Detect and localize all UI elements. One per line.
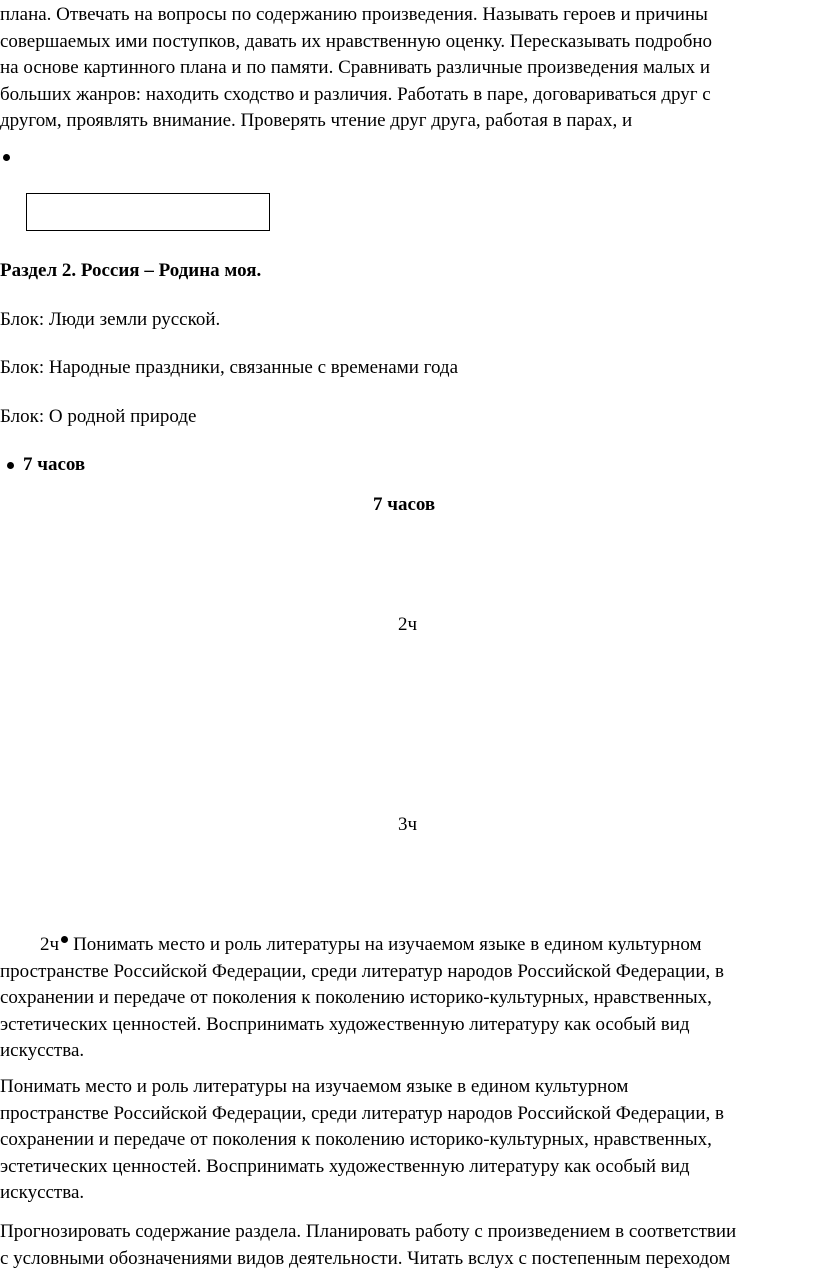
text-line: Понимать место и роль литературы на изучаемом языке в едином культурном [0,1076,629,1097]
text-line: пространстве Российской Федерации, среди литератур народов Российской Федерации, в [0,960,724,982]
paragraph-b [0,1074,812,1207]
text-line: с условными обозначениями видов деятельности. Читать вслух с постепенным переходом [0,1247,731,1269]
text-line: другом, проявлять внимание. Проверять чтение друг друга, работая в парах, и [0,110,633,131]
block-hours: 2ч [40,934,60,955]
empty-text-box [26,193,270,231]
text-line: сохранении и передаче от поколения к поколению историко-культурных, нравственных, [0,987,712,1008]
text-line: эстетических ценностей. Воспринимать художественную литературу как особый вид [0,1155,690,1177]
paragraph-c [0,1219,812,1272]
text-line: 2ч Понимать место и роль литературы на изучаемом языке в едином культурном [40,934,702,955]
text-line: искусства. [0,1182,85,1203]
text-line: эстетических ценностей. Воспринимать художественную литературу как особый вид [0,1013,690,1035]
bullet-icon [61,936,68,943]
text-line: сохранении и передаче от поколения к поколению историко-культурных, нравственных, [0,1129,712,1150]
text-line: Прогнозировать содержание раздела. Планировать работу с произведением в соответствии [0,1221,737,1242]
bullet-icon [7,462,14,469]
block-label: Блок: Народные праздники, связанные с временами года [0,357,459,378]
text-line: плана. Отвечать на вопросы по содержанию произведения. Называть героев и причины [0,4,708,25]
section-title: Раздел 2. Россия – Родина моя. [0,260,262,281]
text-line: больших жанров: находить сходство и различия. Работать в паре, договариваться друг с [0,83,711,105]
block-hours: 3ч [398,814,418,835]
block-hours: 2ч [398,614,418,635]
bullet-hours: 7 часов [23,454,86,475]
block-label: Блок: Люди земли русской. [0,309,221,330]
bullet-icon [3,154,10,161]
intro-paragraph [0,2,812,135]
block-label: Блок: О родной природе [0,406,197,427]
paragraph-a [0,932,812,1065]
text-line: на основе картинного плана и по памяти. Сравнивать различные произведения малых и [0,57,711,78]
text-line: пространстве Российской Федерации, среди литератур народов Российской Федерации, в [0,1102,724,1124]
center-hours: 7 часов [373,494,436,515]
text-line: искусства. [0,1040,85,1061]
text-line: совершаемых ими поступков, давать их нравственную оценку. Пересказывать подробно [0,30,713,52]
